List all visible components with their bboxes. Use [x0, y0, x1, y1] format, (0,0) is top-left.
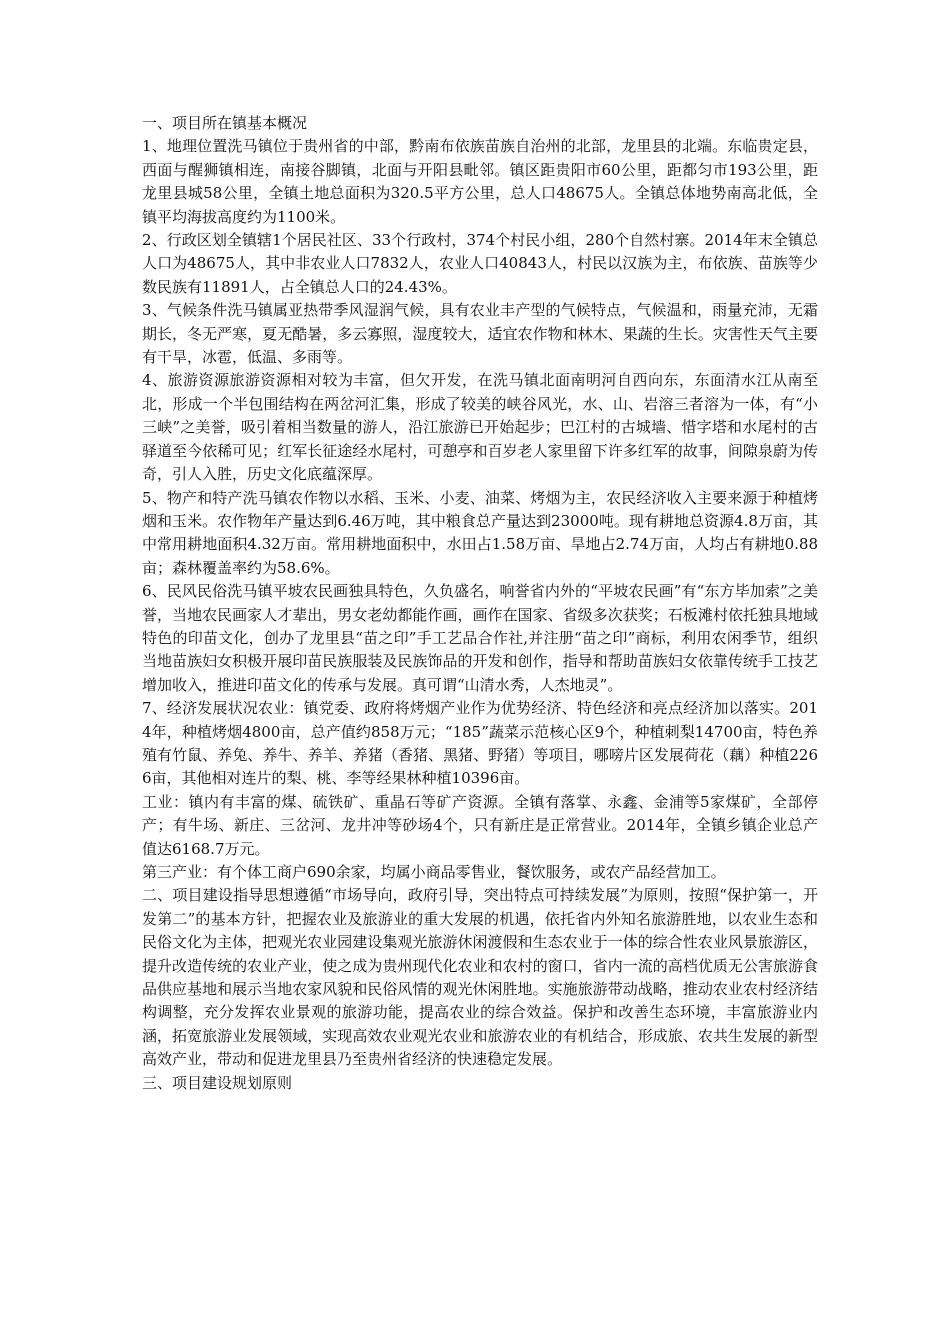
document-body — [142, 112, 818, 1095]
paragraph-products: 5、物产和特产洗马镇农作物以水稻、玉米、小麦、油菜、烤烟为主，农民经济收入主要来源于种植烤烟和玉米。农作物年产量达到6.46万吨，其中粮食总产量达到23000吨。现有耕地总资源4.8万亩，其中常用耕地面积4.32万亩。常用耕地面积中，水田占1.58万亩、旱地占2.74万亩，人均占有耕地0.88亩；森林覆盖率约为58.6%。 — [142, 488, 818, 577]
paragraph-tertiary-industry: 第三产业：有个体工商户690余家，均属小商品零售业，餐饮服务，或农产品经营加工。 — [142, 863, 726, 881]
paragraph-folk-customs: 6、民风民俗洗马镇平坡农民画独具特色，久负盛名，响誉省内外的“平坡农民画”有“东方毕加索”之美誉，当地农民画家人才辈出，男女老幼都能作画，画作在国家、省级多次获奖；石板滩村依托独具地域特色的印苗文化，创办了龙里县“苗之印”手工艺品合作社,并注册“苗之印”商标，利用农闲季节，组织当地苗族妇女积极开展印苗民族服装及民族饰品的开发和创作，指导和帮助苗族妇女依靠传统手工技艺增加收入，推进印苗文化的传承与发展。真可谓“山清水秀，人杰地灵”。 — [142, 582, 818, 694]
section-heading-overview: 一、项目所在镇基本概况 — [142, 114, 308, 132]
paragraph-tourism-resources: 4、旅游资源旅游资源相对较为丰富，但欠开发，在洗马镇北面南明河自西向东，东面清水江从南至北，形成一个半包围结构在两岔河汇集，形成了较美的峡谷风光，水、山、岩溶三者溶为一体，有“小三峡”之美誉，吸引着相当数量的游人，沿江旅游已开始起步；巴江村的古城墙、惜字塔和水尾村的古驿道至今依稀可见；红军长征途经水尾村，可憩亭和百岁老人家里留下许多红军的故事，间隙泉蔚为传奇，引人入胜，历史文化底蕴深厚。 — [142, 371, 818, 484]
paragraph-climate: 3、气候条件洗马镇属亚热带季风湿润气候，具有农业丰产型的气候特点，气候温和，雨量充沛，无霜期长，冬无严寒，夏无酷暑，多云寡照，湿度较大，适宜农作物和林木、果蔬的生长。灾害性天气主要有干旱，冰雹，低温、多雨等。 — [142, 301, 818, 367]
paragraph-guiding-ideology: 二、项目建设指导思想遵循“市场导向，政府引导，突出特点可持续发展”为原则，按照“保护第一，开发第二”的基本方针，把握农业及旅游业的重大发展的机遇，依托省内外知名旅游胜地，以农业生态和民俗文化为主体，把观光农业园建设集观光旅游休闲渡假和生态农业于一体的综合性农业风景旅游区，提升改造传统的农业产业，使之成为贵州现代化农业和农村的窗口，省内一流的高档优质无公害旅游食品供应基地和展示当地农家风貌和民俗风情的观光休闲胜地。实施旅游带动战略，推动农业农村经济结构调整，充分发挥农业景观的旅游功能，提高农业的综合效益。保护和改善生态环境，丰富旅游业内涵，拓宽旅游业发展领域，实现高效农业观光农业和旅游农业的有机结合，形成旅、农共生发展的新型高效产业，带动和促进龙里县乃至贵州省经济的快速稳定发展。 — [142, 886, 818, 1069]
paragraph-geography: 1、地理位置洗马镇位于贵州省的中部，黔南布依族苗族自治州的北部，龙里县的北端。东临贵定县，西面与醒狮镇相连，南接谷脚镇，北面与开阳县毗邻。镇区距贵阳市60公里，距都匀市193公里，距龙里县城58公里，全镇土地总面积为320.5平方公里，总人口48675人。全镇总体地势南高北低，全镇平均海拔高度约为1100米。 — [142, 137, 818, 226]
paragraph-administrative-division: 2、行政区划全镇辖1个居民社区、33个行政村，374个村民小组，280个自然村寨。2014年末全镇总人口为48675人，其中非农业人口7832人，农业人口40843人，村民以汉族为主，布依族、苗族等少数民族有11891人，占全镇总人口的24.43%。 — [142, 231, 818, 296]
paragraph-economy-agriculture: 7、经济发展状况农业：镇党委、政府将烤烟产业作为优势经济、特色经济和亮点经济加以落实。2014年，种植烤烟4800亩，总产值约858万元；“185”蔬菜示范核心区9个，种植刺梨14700亩，特色养殖有竹鼠、养兔、养牛、养羊、养猪（香猪、黑猪、野猪）等项目，哪嗙片区发展荷花（藕）种植2266亩，其他相对连片的梨、桃、李等经果林种植10396亩。 — [142, 699, 818, 788]
section-heading-planning-principles: 三、项目建设规划原则 — [142, 1073, 293, 1092]
paragraph-economy-industry: 工业：镇内有丰富的煤、硫铁矿、重晶石等矿产资源。全镇有落掌、永鑫、金浦等5家煤矿，全部停产；有牛场、新庄、三岔河、龙井冲等砂场4个，只有新庄是正常营业。2014年，全镇乡镇企业总产值达6168.7万元。 — [142, 792, 818, 858]
